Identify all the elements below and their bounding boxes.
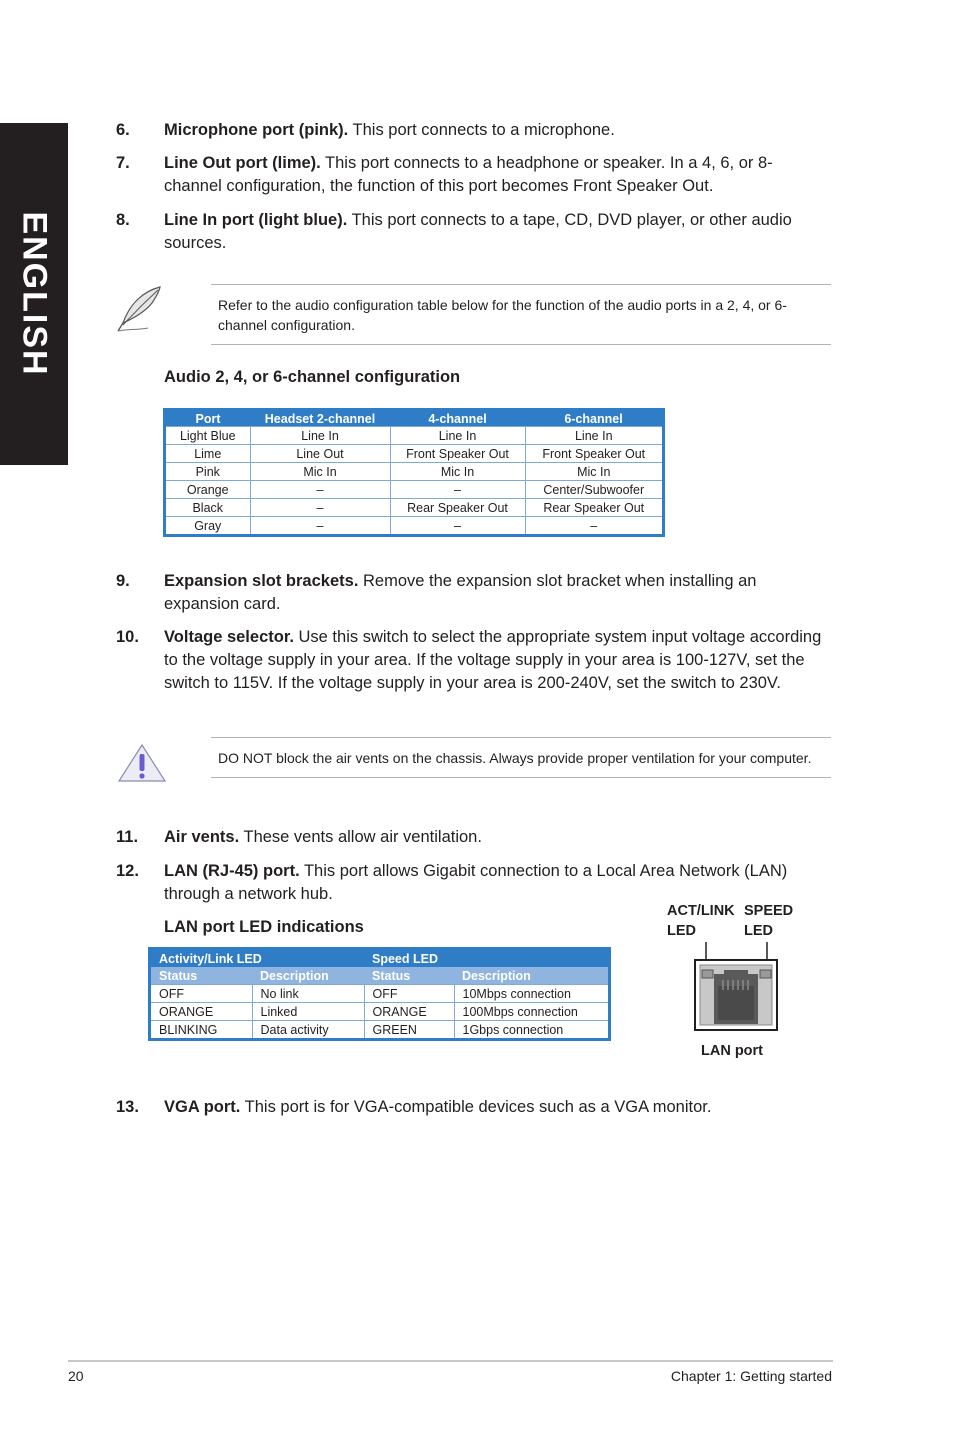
table-row: Gray – – –: [165, 517, 664, 536]
table-row: Light Blue Line In Line In Line In: [165, 427, 664, 445]
warning-text: DO NOT block the air vents on the chassis. Always provide proper ventilation for your computer.: [218, 750, 812, 766]
list-item: 9. Expansion slot brackets. Remove the expansion slot bracket when installing an expansion card.: [116, 572, 757, 613]
table-row: OFF No link OFF 10Mbps connection: [150, 985, 610, 1003]
page-number: 20: [68, 1368, 84, 1384]
list-item: 8. Line In port (light blue). This port connects to a tape, CD, DVD player, or other audio sources.: [116, 211, 792, 252]
list-item: 10. Voltage selector. Use this switch to select the appropriate system input voltage according to the voltage supply in your area. If the voltage supply in your area is 100-127V, set the switch to 115V. If the voltage supply in your area is 200-240V, set the switch to 230V.: [116, 628, 822, 692]
table-row: Lime Line Out Front Speaker Out Front Speaker Out: [165, 445, 664, 463]
warning-icon: [117, 743, 167, 783]
audio-config-heading: Audio 2, 4, or 6-channel configuration: [164, 368, 461, 386]
chapter-title: Chapter 1: Getting started: [670, 1368, 832, 1384]
list-item: 11. Air vents. These vents allow air ventilation.: [116, 828, 482, 846]
language-side-tab: [0, 123, 68, 465]
table-row: Orange – – Center/Subwoofer: [165, 481, 664, 499]
list-item: 12. LAN (RJ-45) port. This port allows Gigabit connection to a Local Area Network (LAN) through a network hub.: [116, 862, 788, 903]
lan-port-diagram: [690, 940, 782, 1035]
table-row: BLINKING Data activity GREEN 1Gbps connection: [150, 1021, 610, 1040]
audio-config-table: [163, 408, 665, 537]
lan-led-table: [148, 947, 611, 1041]
warning-box: [211, 737, 831, 778]
table-row: Pink Mic In Mic In Mic In: [165, 463, 664, 481]
speed-led-label: SPEED LED: [744, 903, 794, 939]
note-feather-icon: [114, 285, 164, 333]
side-tab-label: ENGLISH: [15, 211, 54, 377]
act-link-led-label: ACT/LINK LED: [667, 903, 735, 939]
note-box: [211, 284, 831, 345]
table-header-row: Status Description Status Description: [150, 967, 610, 985]
list-item: 7. Line Out port (lime). This port connects to a headphone or speaker. In a 4, 6, or 8-channel configuration, the function of this port becomes Front Speaker Out.: [116, 154, 773, 195]
table-group-header-row: Activity/Link LED Speed LED: [150, 949, 610, 968]
table-header-row: Port Headset 2-channel 4-channel 6-channel: [165, 410, 664, 427]
table-row: Black – Rear Speaker Out Rear Speaker Out: [165, 499, 664, 517]
list-item: 13. VGA port. This port is for VGA-compatible devices such as a VGA monitor.: [116, 1098, 712, 1116]
note-text: Refer to the audio configuration table below for the function of the audio ports in a 2, 4, or 6-channel configuration.: [218, 297, 787, 333]
lan-led-heading: LAN port LED indications: [164, 918, 364, 936]
lan-port-caption: LAN port: [701, 1043, 764, 1059]
footer-divider: [68, 1360, 833, 1362]
table-row: ORANGE Linked ORANGE 100Mbps connection: [150, 1003, 610, 1021]
list-item: 6. Microphone port (pink). This port connects to a microphone.: [116, 121, 615, 139]
